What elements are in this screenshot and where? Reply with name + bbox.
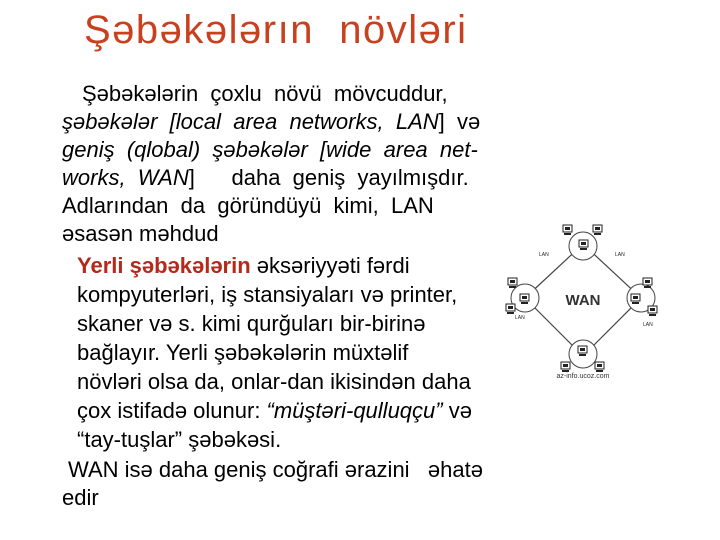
network-diagram-svg [503, 216, 664, 382]
network-diagram [503, 216, 664, 382]
para2-line6-c: və [442, 398, 472, 423]
para2-line2: kompyuterləri, iş stansiyaları və printer, [77, 282, 458, 307]
para1-line4 [62, 164, 469, 192]
para2-line1-rest: əksəriyyəti fərdi [250, 253, 410, 278]
para1-line2 [62, 108, 480, 136]
lan-cluster-bottom [561, 340, 604, 372]
para1-line6: əsasən məhdud [62, 221, 219, 246]
highlight-term: Yerli şəbəkələrin [77, 253, 251, 278]
lan-cluster-left [506, 278, 539, 314]
para1-line1: Şəbəkələrin çoxlu növü mövcuddur, [82, 81, 448, 106]
para2-line1 [77, 252, 410, 280]
para2-line6-b: “müştəri-qulluqçu” [266, 398, 443, 423]
para1-line3-a: geniş ( [62, 137, 135, 162]
lan-label-top-left: LAN [539, 252, 549, 258]
para1-line2-end: ] və [438, 109, 481, 134]
para1-line5: Adlarından da göründüyü kimi, LAN [62, 193, 434, 218]
lan-cluster-top [563, 225, 602, 260]
para2-line4: bağlayır. Yerli şəbəkələrin müxtəlif [77, 340, 409, 365]
watermark: az-info.ucoz.com [556, 373, 610, 380]
wan-label: WAN [565, 292, 601, 309]
lan-label-right: LAN [643, 322, 653, 328]
para1-line3-d: wide area net- [326, 137, 478, 162]
para1-line3-c: ) şəbəkələr [ [192, 137, 327, 162]
para1-line3 [62, 136, 478, 164]
para3-line2: edir [62, 485, 99, 510]
para2-line5: növləri olsa da, onlar-dan ikisindən daha [77, 369, 471, 394]
para2-line6 [77, 397, 472, 425]
para1-line4-a: works, WAN [62, 165, 189, 190]
para3-line1: WAN isə daha geniş coğrafi ərazini əhatə [68, 457, 483, 482]
para1-line2-start: şəbəkələr [ [62, 109, 176, 134]
page-title: Şəbəkələrın növləri [84, 8, 468, 52]
para2-line6-a: çox istifadə olunur: [77, 398, 267, 423]
lan-label-top-right: LAN [615, 252, 625, 258]
para1-line4-b: ] daha geniş yayılmışdır. [188, 165, 469, 190]
lan-cluster-right [627, 278, 657, 316]
para1-line2-term: local area networks, LAN [175, 109, 439, 134]
lan-label-left: LAN [515, 315, 525, 321]
para2-line3: skaner və s. kimi qurğuları bir-birinə [77, 311, 426, 336]
para1-line3-b: qlobal [134, 137, 193, 162]
para2-line7: “tay-tuşlar” şəbəkəsi. [77, 427, 282, 452]
